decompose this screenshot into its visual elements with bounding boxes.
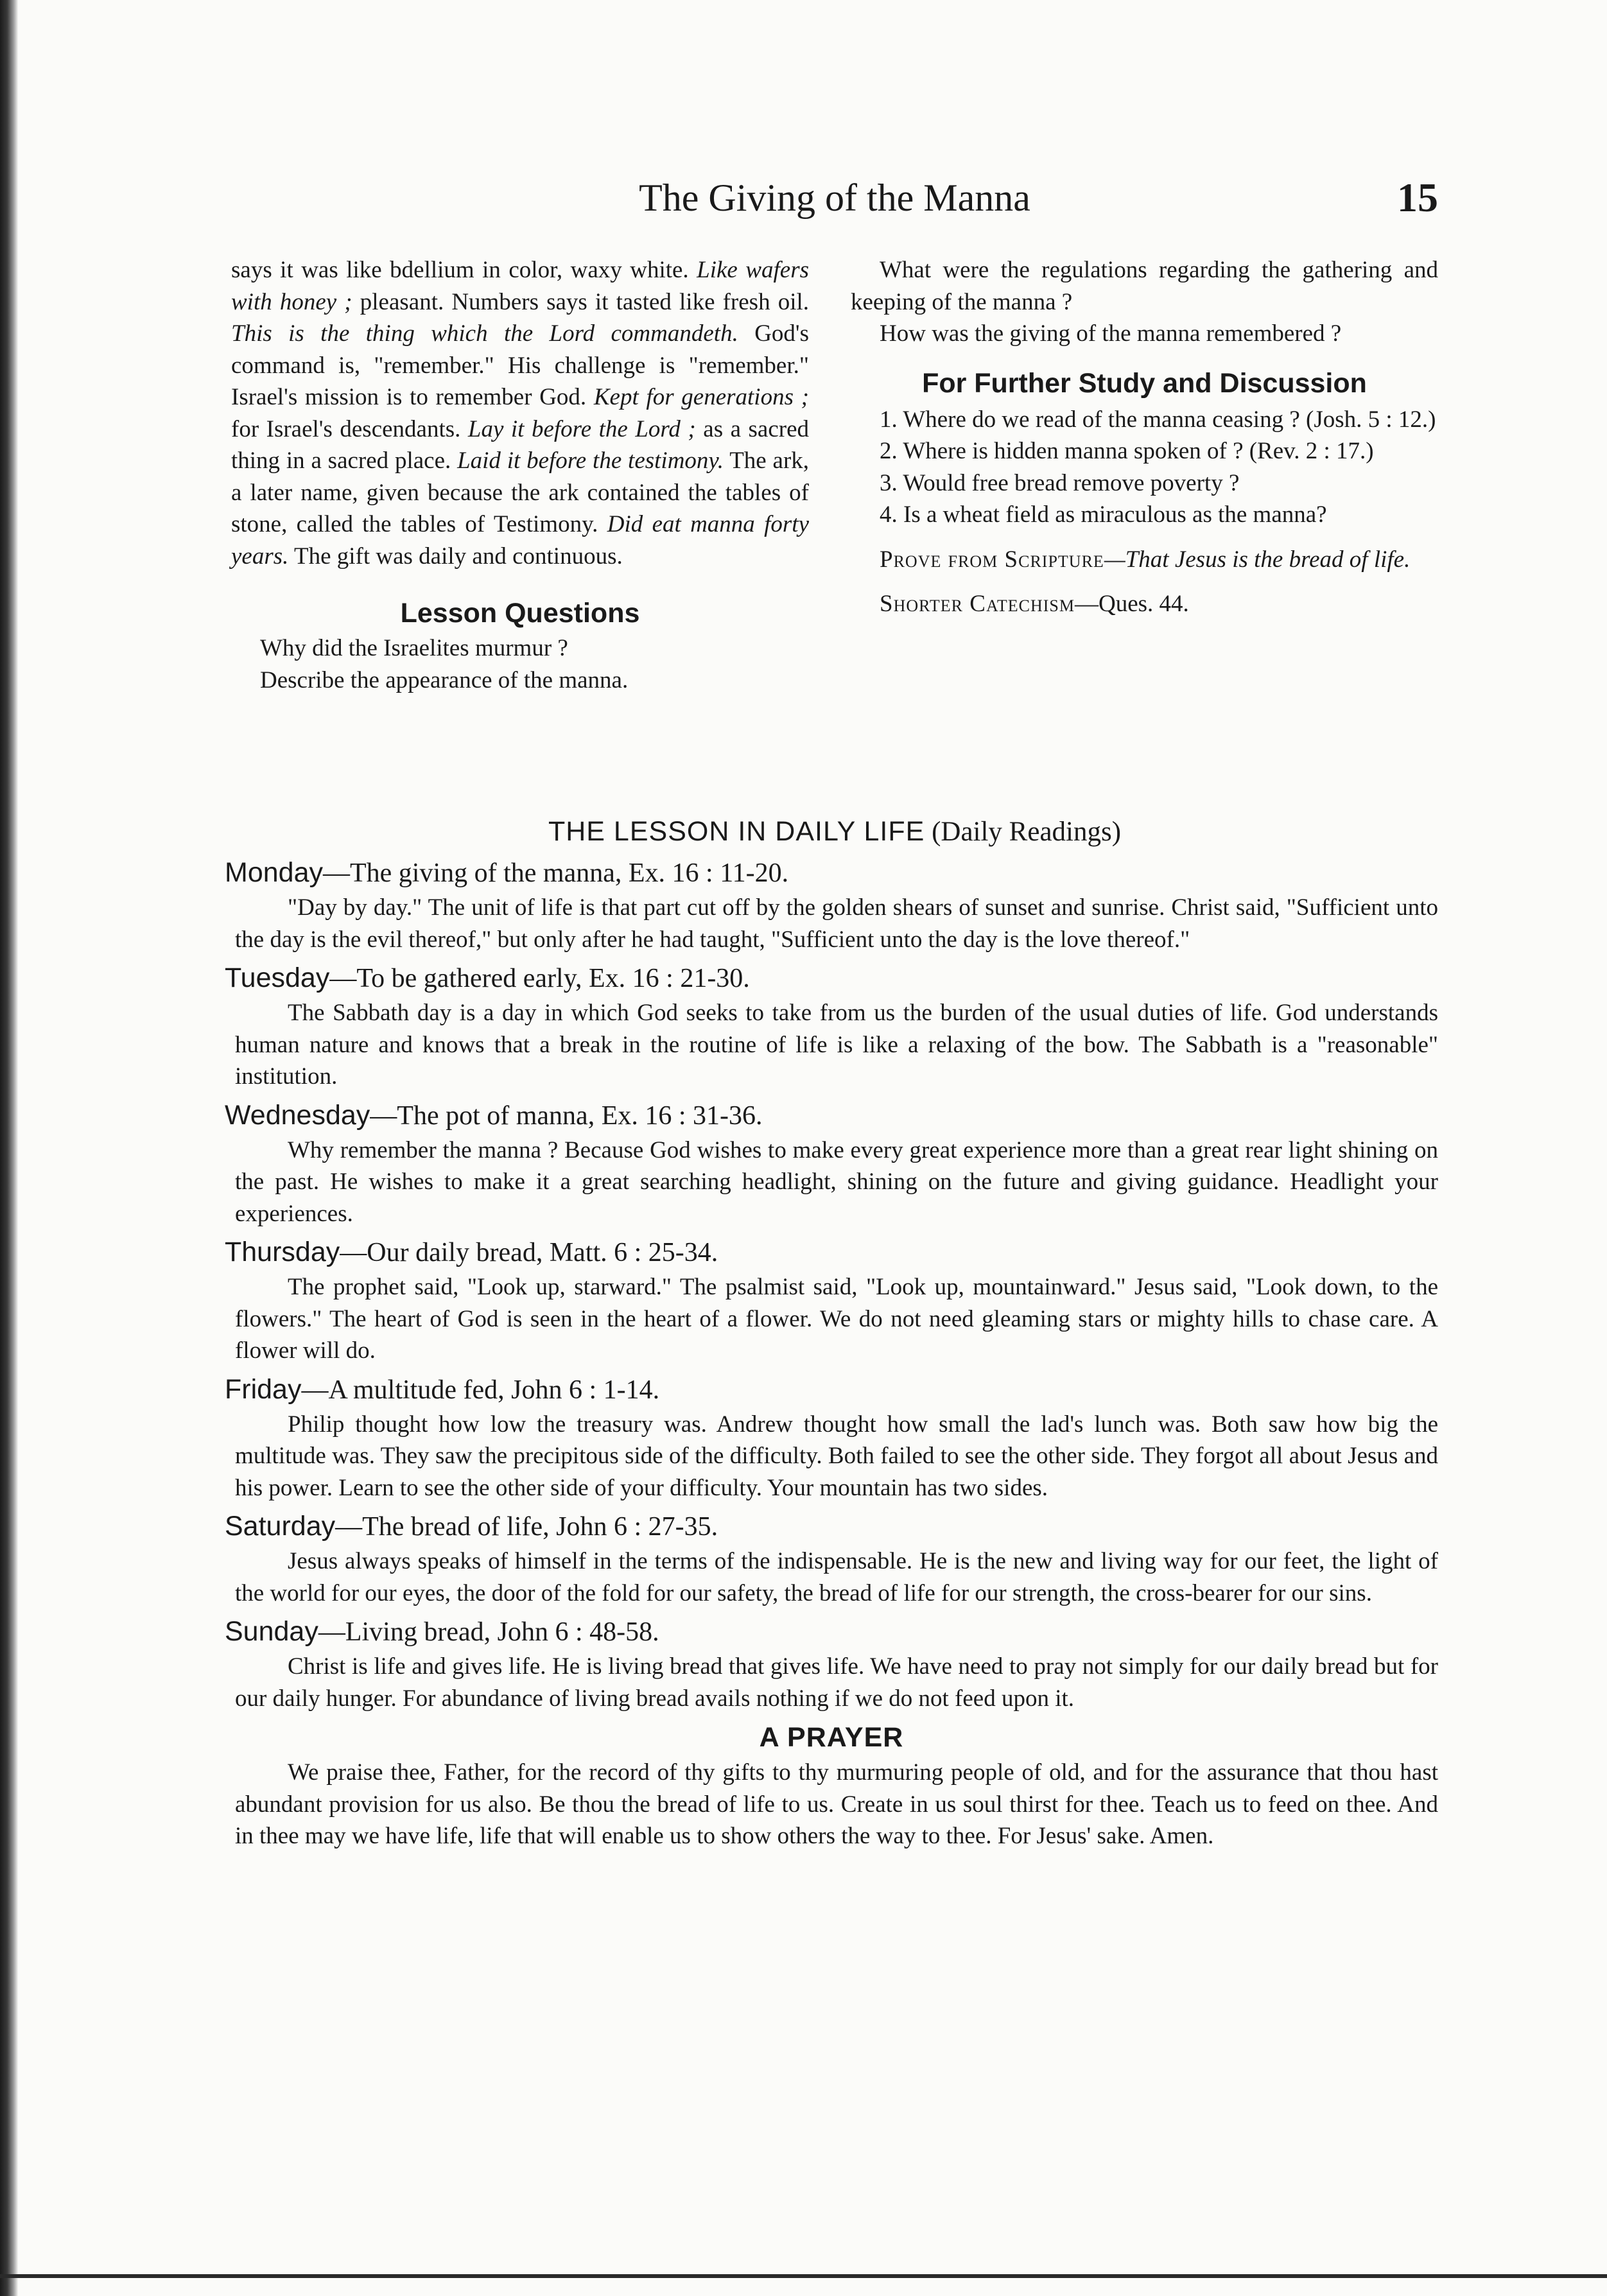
scripture-quote: Did eat manna forty years. [231,511,809,570]
daily-reading [225,1613,1438,1714]
commentary-text: pleasant. Numbers says it tasted like fresh oil. [352,288,809,315]
day-topic: —The pot of manna, Ex. 16 : 31-36. [370,1100,763,1131]
day-topic: —The bread of life, John 6 : 27-35. [335,1512,718,1542]
commentary-text: says it was like bdellium in color, waxy white. [231,257,697,283]
commentary-text: as a sacred thing in a sacred place. [231,415,810,474]
daily-reading [225,1097,1438,1230]
lesson-question: Why did the Israelites murmur ? [260,635,568,661]
day-text: Christ is life and gives life. He is living bread that gives life. We have need to pray not simply for our daily bread but for our daily hunger. For abundance of living bread avails nothing if we do not feed upon it. [235,1653,1438,1712]
prayer-text: We praise thee, Father, for the record of thy gifts to thy murmuring people of old, and for the assurance that thou hast abundant provision for us also. Be thou the bread of life to us. Create in us soul thirst for thee. Teach us to feed on thee. And in thee may we have life, life that will enable us to show others the way to thee. For Jesus' sake. Amen. [235,1759,1438,1849]
scripture-quote: Lay it before the Lord ; [467,415,696,442]
day-text: "Day by day." The unit of life is that part cut off by the golden shears of sunset and sunrise. Christ said, "Sufficient unto the day is the evil thereof," but only after he had taught, "Sufficient unto the day is the love thereof." [235,894,1438,953]
prove-from-scripture [851,544,1438,576]
day-name: Monday [225,857,323,888]
catechism-label: Shorter Catechism [880,591,1075,617]
study-question: 1. Where do we read of the manna ceasing ? (Josh. 5 : 12.) [880,406,1436,433]
lesson-questions-heading: Lesson Questions [400,598,640,629]
day-topic: —To be gathered early, Ex. 16 : 21-30. [329,964,750,993]
day-name: Saturday [225,1511,336,1542]
day-text: The prophet said, "Look up, starward." The psalmist said, "Look up, mountainward." Jesus said, "Look down, to the flowers." The heart of God is seen in the heart of a flower. We do not need gleaming stars or mighty hills to chase care. A flower will do. [235,1274,1438,1364]
prove-text: —That Jesus is the bread of life. [1104,546,1411,573]
daily-reading [225,959,1438,1093]
day-name: Sunday [225,1616,318,1647]
day-name: Friday [225,1373,302,1405]
further-study-heading: For Further Study and Discussion [922,367,1367,399]
bottom-rule [0,2274,1607,2278]
study-question: 3. Would free bread remove poverty ? [880,469,1240,496]
daily-life-heading: THE LESSON IN DAILY LIFE [548,816,925,847]
day-topic: —Our daily bread, Matt. 6 : 25-34. [340,1238,718,1267]
commentary-text: The gift was daily and continuous. [288,543,623,570]
daily-life-subtitle: (Daily Readings) [932,817,1122,847]
running-head [231,172,1438,223]
daily-reading [225,1233,1438,1367]
left-column [231,254,809,696]
daily-readings [225,854,1438,1852]
shorter-catechism [851,588,1438,620]
day-topic: —The giving of the manna, Ex. 16 : 11-20. [322,858,789,888]
commentary-text: God's command is, "remember." His challenge is "remember." Israel's mission is to remember God. [231,320,809,410]
right-column [851,254,1438,620]
daily-life-title [231,812,1438,851]
lesson-question: What were the regulations regarding the gathering and keeping of the manna ? [851,257,1438,315]
lesson-question: Describe the appearance of the manna. [260,666,629,693]
catechism-text: —Ques. 44. [1074,591,1189,617]
day-text: Jesus always speaks of himself in the terms of the indispensable. He is the new and living way for our feet, the light of the world for our eyes, the door of the fold for our safety, the bread of life for our strength, the cross-bearer for our sins. [235,1548,1438,1606]
day-name: Tuesday [225,962,330,993]
commentary-text: The ark, a later name, given because the ark contained the tables of stone, called the tables of Testimony. [231,448,810,537]
day-name: Wednesday [225,1099,370,1131]
binding-edge [0,0,18,2296]
day-text: The Sabbath day is a day in which God seeks to take from us the burden of the usual duties of life. God understands human nature and knows that a break in the routine of life is like a relaxing of the bow. The Sabbath is a "reasonable" institution. [235,1000,1438,1090]
scripture-quote: Like wafers with honey ; [231,257,809,315]
prove-label: Prove from Scripture [880,546,1104,573]
day-topic: —A multitude fed, John 6 : 1-14. [301,1375,660,1405]
day-text: Philip thought how low the treasury was. Andrew thought how small the lad's lunch was. Both saw how big the multitude was. They saw the precipitous side of the difficulty. Both failed to see the other side. They forgot all about Jesus and his power. Learn to see the other side of your difficulty. Your mountain has two sides. [235,1411,1438,1501]
study-question: 2. Where is hidden manna spoken of ? (Rev. 2 : 17.) [880,438,1374,464]
daily-reading [225,1371,1438,1504]
scripture-quote: Laid it before the testimony. [457,448,724,474]
scripture-quote: Kept for generations ; [593,384,809,410]
prayer-heading: A PRAYER [759,1722,904,1753]
day-topic: —Living bread, John 6 : 48-58. [318,1617,659,1647]
day-name: Thursday [225,1237,340,1267]
daily-reading [225,854,1438,955]
running-title: The Giving of the Manna [639,177,1030,219]
study-question: 4. Is a wheat field as miraculous as the manna? [880,501,1327,528]
lesson-question: How was the giving of the manna remembered ? [880,320,1342,347]
scripture-quote: This is the thing which the Lord commandeth. [231,320,738,347]
commentary-paragraph [231,254,809,572]
day-text: Why remember the manna ? Because God wishes to make every great experience more than a great rear light shining on the past. He wishes to make it a great searching headlight, shining on the future and giving guidance. Headlight your experiences. [235,1136,1438,1227]
daily-reading [225,1508,1438,1609]
page-number: 15 [1397,175,1438,220]
commentary-text: for Israel's descendants. [231,415,468,442]
